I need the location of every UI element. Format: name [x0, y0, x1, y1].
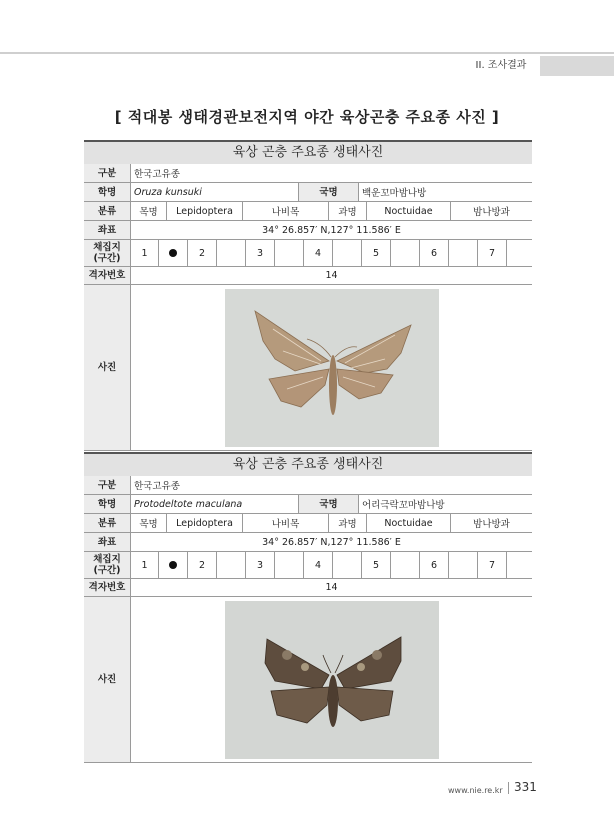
site-5-mark: [390, 552, 419, 578]
site-2: 2: [187, 240, 216, 266]
label-photo: 사진: [84, 597, 130, 762]
site-1-mark: [158, 240, 187, 266]
site-6: 6: [419, 240, 448, 266]
label-grid: 격자번호: [84, 267, 130, 284]
site-2-mark: [216, 240, 245, 266]
label-family: 과명: [328, 514, 366, 532]
specimen-photo: [225, 289, 439, 447]
category-value: 한국고유종: [130, 164, 532, 182]
section-label: II. 조사결과: [475, 60, 527, 71]
site-3: 3: [245, 552, 274, 578]
site-6-mark: [448, 552, 477, 578]
site-3-mark: [274, 552, 303, 578]
site-7: 7: [477, 240, 506, 266]
site-marker-dot: [169, 249, 177, 257]
family-latin: Noctuidae: [366, 514, 450, 532]
page-number: 331: [514, 780, 537, 794]
label-photo: 사진: [84, 285, 130, 450]
site-5-mark: [390, 240, 419, 266]
site-4-mark: [332, 240, 361, 266]
section-tab: [540, 56, 614, 76]
species-card-2: [84, 452, 532, 763]
site-4: 4: [303, 240, 332, 266]
order-korean: 나비목: [242, 514, 328, 532]
korean-name: 백운꼬마밤나방: [358, 183, 532, 201]
label-site-a: 채집지: [93, 554, 121, 565]
species-card-1: [84, 140, 532, 451]
order-latin: Lepidoptera: [166, 202, 242, 220]
korean-name: 어리극락꼬마밤나방: [358, 495, 532, 513]
row-category: [84, 476, 532, 495]
family-latin: Noctuidae: [366, 202, 450, 220]
label-site: [84, 240, 130, 266]
grid-number: 14: [130, 267, 532, 284]
label-site: [84, 552, 130, 578]
coordinates: 34° 26.857′ N,127° 11.586′ E: [130, 533, 532, 551]
row-names: [84, 495, 532, 514]
order-latin: Lepidoptera: [166, 514, 242, 532]
moth-image-light: [225, 289, 439, 447]
photo-cell: [130, 597, 532, 762]
site-2-mark: [216, 552, 245, 578]
label-site-a: 채집지: [93, 242, 121, 253]
site-7-mark: [506, 552, 532, 578]
site-5: 5: [361, 552, 390, 578]
label-classification: 분류: [84, 202, 130, 220]
top-rule: [0, 52, 614, 54]
label-classification: 분류: [84, 514, 130, 532]
site-1: 1: [130, 552, 158, 578]
label-grid: 격자번호: [84, 579, 130, 596]
label-order: 목명: [130, 202, 166, 220]
label-category: 구분: [84, 164, 130, 182]
coordinates: 34° 26.857′ N,127° 11.586′ E: [130, 221, 532, 239]
row-sites: [84, 240, 532, 267]
site-3-mark: [274, 240, 303, 266]
scientific-name: Protodeltote maculana: [130, 495, 298, 513]
label-category: 구분: [84, 476, 130, 494]
site-1-mark: [158, 552, 187, 578]
scientific-name: Oruza kunsuki: [130, 183, 298, 201]
site-3: 3: [245, 240, 274, 266]
row-classification: [84, 202, 532, 221]
site-4: 4: [303, 552, 332, 578]
row-coords: [84, 533, 532, 552]
footer-url: www.nie.re.kr: [448, 786, 503, 795]
row-coords: [84, 221, 532, 240]
site-6: 6: [419, 552, 448, 578]
label-kor-name: 국명: [298, 495, 358, 513]
row-classification: [84, 514, 532, 533]
label-coords: 좌표: [84, 533, 130, 551]
row-grid: [84, 579, 532, 597]
site-7-mark: [506, 240, 532, 266]
family-korean: 밤나방과: [450, 514, 532, 532]
moth-image-dark: [225, 601, 439, 759]
site-1: 1: [130, 240, 158, 266]
site-5: 5: [361, 240, 390, 266]
footer-separator: [508, 782, 509, 794]
label-order: 목명: [130, 514, 166, 532]
site-2: 2: [187, 552, 216, 578]
photo-cell: [130, 285, 532, 450]
specimen-photo: [225, 601, 439, 759]
site-6-mark: [448, 240, 477, 266]
card-header: 육상 곤충 주요종 생태사진: [84, 452, 532, 476]
row-photo: [84, 285, 532, 451]
card-header: 육상 곤충 주요종 생태사진: [84, 140, 532, 164]
row-names: [84, 183, 532, 202]
order-korean: 나비목: [242, 202, 328, 220]
label-coords: 좌표: [84, 221, 130, 239]
grid-number: 14: [130, 579, 532, 596]
label-kor-name: 국명: [298, 183, 358, 201]
label-site-b: (구간): [93, 253, 121, 264]
page-title: [ 적대봉 생태경관보전지역 야간 육상곤충 주요종 사진 ]: [114, 108, 500, 126]
row-sites: [84, 552, 532, 579]
site-7: 7: [477, 552, 506, 578]
family-korean: 밤나방과: [450, 202, 532, 220]
row-category: [84, 164, 532, 183]
site-marker-dot: [169, 561, 177, 569]
label-site-b: (구간): [93, 565, 121, 576]
label-sci-name: 학명: [84, 183, 130, 201]
row-grid: [84, 267, 532, 285]
category-value: 한국고유종: [130, 476, 532, 494]
row-photo: [84, 597, 532, 763]
label-family: 과명: [328, 202, 366, 220]
label-sci-name: 학명: [84, 495, 130, 513]
site-4-mark: [332, 552, 361, 578]
